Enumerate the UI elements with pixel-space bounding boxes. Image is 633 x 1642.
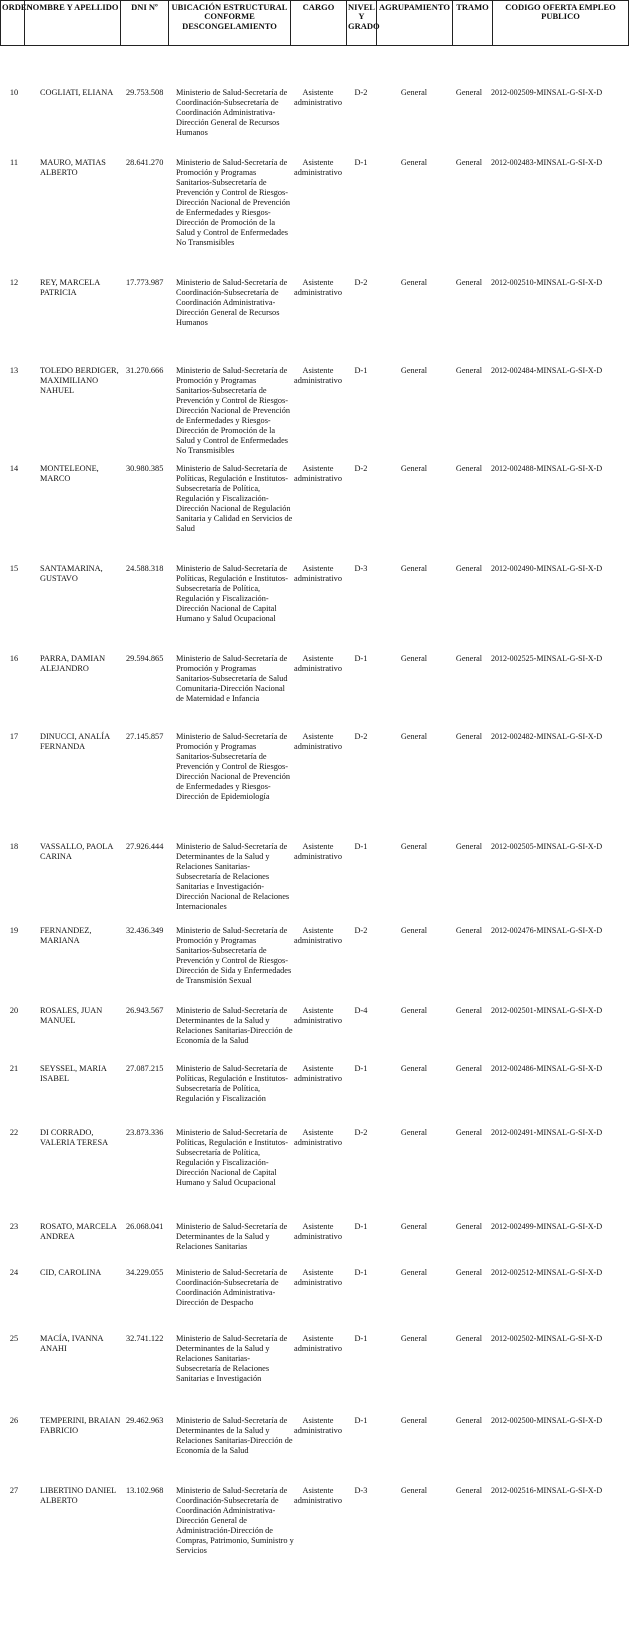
row-nombre: COGLIATI, ELIANA xyxy=(40,88,114,97)
row-dni: 13.102.968 xyxy=(126,1486,164,1495)
row-orden: 25 xyxy=(9,1334,19,1343)
row-nombre: VASSALLO, PAOLA CARINA xyxy=(40,842,113,861)
row-tramo: General xyxy=(455,1128,483,1137)
row-tramo: General xyxy=(455,464,483,473)
row-nombre: LIBERTINO DANIEL ALBERTO xyxy=(40,1486,116,1505)
row-nombre: MONTELEONE, MARCO xyxy=(40,464,99,483)
row-nivel: D-1 xyxy=(354,654,368,663)
row-tramo: General xyxy=(455,1268,483,1277)
row-cargo: Asistente administrativo xyxy=(294,842,342,861)
row-dni: 29.462.963 xyxy=(126,1416,164,1425)
row-tramo: General xyxy=(455,278,483,287)
row-agrupamiento: General xyxy=(400,1334,428,1343)
row-cargo: Asistente administrativo xyxy=(294,88,342,107)
row-dni: 24.588.318 xyxy=(126,564,164,573)
row-cargo: Asistente administrativo xyxy=(294,732,342,751)
row-ubicacion: Ministerio de Salud-Secretaría de Coordinación-Subsecretaría de Coordinación Administrativa-Dirección de Despacho xyxy=(176,1268,288,1307)
row-agrupamiento: General xyxy=(400,1416,428,1425)
row-ubicacion: Ministerio de Salud-Secretaría de Coordinación-Subsecretaría de Coordinación Administrativa-Dirección General de Recursos Humanos xyxy=(176,278,288,327)
row-cargo: Asistente administrativo xyxy=(294,1268,342,1287)
header-nombre: NOMBRE Y APELLIDO xyxy=(25,1,121,46)
row-ubicacion: Ministerio de Salud-Secretaría de Determinantes de la Salud y Relaciones Sanitarias-Subsecretaría de Relaciones Sanitarias e Investigación xyxy=(176,1334,288,1383)
row-orden: 23 xyxy=(9,1222,19,1231)
row-nivel: D-4 xyxy=(354,1006,368,1015)
row-nombre: TOLEDO BERDIGER, MAXIMILIANO NAHUEL xyxy=(40,366,119,395)
row-ubicacion: Ministerio de Salud-Secretaría de Determinantes de la Salud y Relaciones Sanitarias-Subsecretaría de Relaciones Sanitarias e Investigación-Dirección Nacional de Relaciones Internacionales xyxy=(176,842,290,911)
row-cargo: Asistente administrativo xyxy=(294,1334,342,1353)
row-ubicacion: Ministerio de Salud-Secretaría de Determinantes de la Salud y Relaciones Sanitarias xyxy=(176,1222,288,1251)
row-codigo: 2012-002499-MINSAL-G-SI-X-D xyxy=(491,1222,603,1231)
row-cargo: Asistente administrativo xyxy=(294,1222,342,1241)
row-dni: 17.773.987 xyxy=(126,278,164,287)
row-tramo: General xyxy=(455,1064,483,1073)
row-agrupamiento: General xyxy=(400,464,428,473)
row-nombre: ROSALES, JUAN MANUEL xyxy=(40,1006,103,1025)
row-dni: 27.145.857 xyxy=(126,732,164,741)
row-dni: 27.087.215 xyxy=(126,1064,164,1073)
row-tramo: General xyxy=(455,158,483,167)
row-dni: 23.873.336 xyxy=(126,1128,164,1137)
row-nivel: D-1 xyxy=(354,158,368,167)
row-orden: 21 xyxy=(9,1064,19,1073)
row-agrupamiento: General xyxy=(400,654,428,663)
row-agrupamiento: General xyxy=(400,564,428,573)
row-nombre: CID, CAROLINA xyxy=(40,1268,102,1277)
row-cargo: Asistente administrativo xyxy=(294,278,342,297)
row-nombre: DI CORRADO, VALERIA TERESA xyxy=(40,1128,109,1147)
row-tramo: General xyxy=(455,926,483,935)
row-codigo: 2012-002482-MINSAL-G-SI-X-D xyxy=(491,732,603,741)
row-orden: 13 xyxy=(9,366,19,375)
row-codigo: 2012-002509-MINSAL-G-SI-X-D xyxy=(491,88,603,97)
row-codigo: 2012-002488-MINSAL-G-SI-X-D xyxy=(491,464,603,473)
row-nombre: SEYSSEL, MARIA ISABEL xyxy=(40,1064,107,1083)
row-codigo: 2012-002490-MINSAL-G-SI-X-D xyxy=(491,564,603,573)
row-orden: 27 xyxy=(9,1486,19,1495)
row-tramo: General xyxy=(455,366,483,375)
row-cargo: Asistente administrativo xyxy=(294,1416,342,1435)
row-nivel: D-3 xyxy=(354,564,368,573)
row-nombre: DINUCCI, ANALÍA FERNANDA xyxy=(40,732,110,751)
row-nombre: REY, MARCELA PATRICIA xyxy=(40,278,100,297)
row-codigo: 2012-002516-MINSAL-G-SI-X-D xyxy=(491,1486,603,1495)
row-nombre: SANTAMARINA, GUSTAVO xyxy=(40,564,103,583)
row-dni: 29.594.865 xyxy=(126,654,164,663)
row-tramo: General xyxy=(455,732,483,741)
row-orden: 22 xyxy=(9,1128,19,1137)
row-orden: 18 xyxy=(9,842,19,851)
row-orden: 24 xyxy=(9,1268,19,1277)
row-codigo: 2012-002484-MINSAL-G-SI-X-D xyxy=(491,366,603,375)
header-codigo: CODIGO OFERTA EMPLEO PUBLICO xyxy=(493,1,629,46)
row-agrupamiento: General xyxy=(400,1064,428,1073)
row-ubicacion: Ministerio de Salud-Secretaría de Determinantes de la Salud y Relaciones Sanitarias-Dirección de Economía de la Salud xyxy=(176,1006,293,1045)
row-ubicacion: Ministerio de Salud-Secretaría de Políticas, Regulación e Institutos-Subsecretaría de Política, Regulación y Fiscalización-Dirección Nacional de Capital Humano y Salud Ocupacional xyxy=(176,1128,288,1187)
row-ubicacion: Ministerio de Salud-Secretaría de Promoción y Programas Sanitarios-Subsecretaría de Prevención y Control de Riesgos-Dirección Nacional de Prevención de Enfermedades y Riesgos-Dirección de Promoción de la Salud y Control de Enfermedades No Transmisibles xyxy=(176,158,291,247)
row-nivel: D-2 xyxy=(354,278,368,287)
row-nivel: D-1 xyxy=(354,366,368,375)
row-orden: 11 xyxy=(10,158,18,167)
row-nombre: TEMPERINI, BRAIAN FABRICIO xyxy=(40,1416,121,1435)
row-ubicacion: Ministerio de Salud-Secretaría de Determinantes de la Salud y Relaciones Sanitarias-Dirección de Economía de la Salud xyxy=(176,1416,293,1455)
row-cargo: Asistente administrativo xyxy=(294,1006,342,1025)
row-cargo: Asistente administrativo xyxy=(294,564,342,583)
row-codigo: 2012-002505-MINSAL-G-SI-X-D xyxy=(491,842,603,851)
row-codigo: 2012-002512-MINSAL-G-SI-X-D xyxy=(491,1268,603,1277)
row-dni: 31.270.666 xyxy=(126,366,164,375)
row-agrupamiento: General xyxy=(400,1486,428,1495)
row-ubicacion: Ministerio de Salud-Secretaría de Políticas, Regulación e Institutos-Subsecretaría de Política, Regulación y Fiscalización xyxy=(176,1064,288,1103)
row-cargo: Asistente administrativo xyxy=(294,1486,342,1505)
row-tramo: General xyxy=(455,1486,483,1495)
header-cargo: CARGO xyxy=(291,1,347,46)
row-tramo: General xyxy=(455,88,483,97)
row-nombre: ROSATO, MARCELA ANDREA xyxy=(40,1222,117,1241)
header-agrupamiento: AGRUPAMIENTO xyxy=(377,1,453,46)
row-agrupamiento: General xyxy=(400,842,428,851)
row-nombre: PARRA, DAMIAN ALEJANDRO xyxy=(40,654,106,673)
row-nivel: D-1 xyxy=(354,1334,368,1343)
row-orden: 12 xyxy=(9,278,19,287)
row-nivel: D-3 xyxy=(354,1486,368,1495)
row-codigo: 2012-002502-MINSAL-G-SI-X-D xyxy=(491,1334,603,1343)
row-tramo: General xyxy=(455,1222,483,1231)
row-dni: 32.436.349 xyxy=(126,926,164,935)
row-cargo: Asistente administrativo xyxy=(294,464,342,483)
row-agrupamiento: General xyxy=(400,1222,428,1231)
row-orden: 17 xyxy=(9,732,19,741)
header-dni: DNI Nº xyxy=(121,1,169,46)
row-nivel: D-1 xyxy=(354,1416,368,1425)
row-orden: 10 xyxy=(9,88,19,97)
row-agrupamiento: General xyxy=(400,1006,428,1015)
row-ubicacion: Ministerio de Salud-Secretaría de Coordinación-Subsecretaría de Coordinación Administrativa-Dirección General de Recursos Humanos xyxy=(176,88,288,137)
row-orden: 20 xyxy=(9,1006,19,1015)
row-nivel: D-1 xyxy=(354,1268,368,1277)
row-nivel: D-2 xyxy=(354,926,368,935)
row-orden: 14 xyxy=(9,464,19,473)
row-agrupamiento: General xyxy=(400,278,428,287)
row-dni: 34.229.055 xyxy=(126,1268,164,1277)
row-tramo: General xyxy=(455,842,483,851)
row-orden: 26 xyxy=(9,1416,19,1425)
row-ubicacion: Ministerio de Salud-Secretaría de Promoción y Programas Sanitarios-Subsecretaría de Salud Comunitaria-Dirección Nacional de Maternidad e Infancia xyxy=(176,654,288,703)
row-codigo: 2012-002500-MINSAL-G-SI-X-D xyxy=(491,1416,603,1425)
row-codigo: 2012-002510-MINSAL-G-SI-X-D xyxy=(491,278,603,287)
row-nivel: D-2 xyxy=(354,464,368,473)
row-nivel: D-1 xyxy=(354,1222,368,1231)
row-nivel: D-1 xyxy=(354,1064,368,1073)
header-tramo: TRAMO xyxy=(453,1,493,46)
row-nivel: D-2 xyxy=(354,1128,368,1137)
row-ubicacion: Ministerio de Salud-Secretaría de Promoción y Programas Sanitarios-Subsecretaría de Prevención y Control de Riesgos-Dirección de Sida y Enfermedades de Transmisión Sexual xyxy=(176,926,292,985)
row-ubicacion: Ministerio de Salud-Secretaría de Coordinación-Subsecretaría de Coordinación Administrativa-Dirección General de Administración-Dirección de Compras, Patrimonio, Suministro y Servicios xyxy=(176,1486,294,1555)
row-cargo: Asistente administrativo xyxy=(294,926,342,945)
row-codigo: 2012-002486-MINSAL-G-SI-X-D xyxy=(491,1064,603,1073)
row-dni: 32.741.122 xyxy=(126,1334,164,1343)
row-agrupamiento: General xyxy=(400,1268,428,1277)
header-nivel: NIVEL Y GRADO xyxy=(347,1,377,46)
row-codigo: 2012-002483-MINSAL-G-SI-X-D xyxy=(491,158,603,167)
row-codigo: 2012-002476-MINSAL-G-SI-X-D xyxy=(491,926,603,935)
table-header xyxy=(0,0,629,46)
row-agrupamiento: General xyxy=(400,88,428,97)
row-tramo: General xyxy=(455,1334,483,1343)
row-tramo: General xyxy=(455,1006,483,1015)
row-cargo: Asistente administrativo xyxy=(294,1064,342,1083)
row-cargo: Asistente administrativo xyxy=(294,654,342,673)
row-tramo: General xyxy=(455,564,483,573)
row-dni: 26.068.041 xyxy=(126,1222,164,1231)
row-nivel: D-2 xyxy=(354,88,368,97)
row-ubicacion: Ministerio de Salud-Secretaría de Políticas, Regulación e Institutos-Subsecretaría de Política, Regulación y Fiscalización-Dirección Nacional de Capital Humano y Salud Ocupacional xyxy=(176,564,288,623)
row-cargo: Asistente administrativo xyxy=(294,158,342,177)
row-orden: 16 xyxy=(9,654,19,663)
row-dni: 29.753.508 xyxy=(126,88,164,97)
header-ubicacion: UBICACIÓN ESTRUCTURAL CONFORME DESCONGELAMIENTO xyxy=(169,1,291,46)
row-cargo: Asistente administrativo xyxy=(294,366,342,385)
row-orden: 15 xyxy=(9,564,19,573)
row-codigo: 2012-002491-MINSAL-G-SI-X-D xyxy=(491,1128,603,1137)
row-codigo: 2012-002525-MINSAL-G-SI-X-D xyxy=(491,654,603,663)
row-nombre: FERNANDEZ, MARIANA xyxy=(40,926,92,945)
row-ubicacion: Ministerio de Salud-Secretaría de Promoción y Programas Sanitarios-Subsecretaría de Prevención y Control de Riesgos-Dirección Nacional de Prevención de Enfermedades y Riesgos-Dirección de Epidemiología xyxy=(176,732,291,801)
row-ubicacion: Ministerio de Salud-Secretaría de Promoción y Programas Sanitarios-Subsecretaría de Prevención y Control de Riesgos-Dirección Nacional de Prevención de Enfermedades y Riesgos-Dirección de Promoción de la Salud y Control de Enfermedades No Transmisibles xyxy=(176,366,291,455)
row-ubicacion: Ministerio de Salud-Secretaría de Políticas, Regulación e Institutos-Subsecretaría de Política, Regulación y Fiscalización-Dirección Nacional de Regulación Sanitaria y Calidad en Servicios de Salud xyxy=(176,464,293,533)
row-cargo: Asistente administrativo xyxy=(294,1128,342,1147)
row-nivel: D-1 xyxy=(354,842,368,851)
row-agrupamiento: General xyxy=(400,732,428,741)
row-agrupamiento: General xyxy=(400,158,428,167)
row-dni: 26.943.567 xyxy=(126,1006,164,1015)
row-agrupamiento: General xyxy=(400,926,428,935)
row-agrupamiento: General xyxy=(400,1128,428,1137)
row-dni: 30.980.385 xyxy=(126,464,164,473)
row-codigo: 2012-002501-MINSAL-G-SI-X-D xyxy=(491,1006,603,1015)
row-dni: 28.641.270 xyxy=(126,158,164,167)
row-nombre: MACÍA, IVANNA ANAHI xyxy=(40,1334,103,1353)
row-tramo: General xyxy=(455,654,483,663)
row-agrupamiento: General xyxy=(400,366,428,375)
header-orden: ORDEN xyxy=(1,1,25,46)
row-dni: 27.926.444 xyxy=(126,842,164,851)
row-tramo: General xyxy=(455,1416,483,1425)
row-nivel: D-2 xyxy=(354,732,368,741)
row-nombre: MAURO, MATIAS ALBERTO xyxy=(40,158,106,177)
row-orden: 19 xyxy=(9,926,19,935)
